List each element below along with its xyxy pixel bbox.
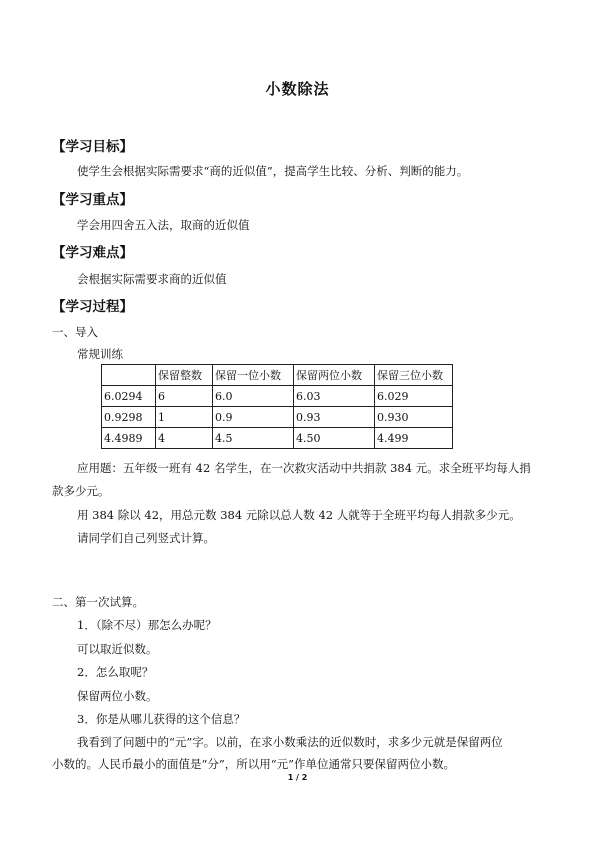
table-cell: 6.029: [375, 386, 453, 407]
answer-1: 可以取近似数。: [77, 642, 158, 656]
answer-3-line-1: 我看到了问题中的“元”字。以前，在求小数乘法的近似数时，求多少元就是保留两位: [77, 735, 503, 749]
part2-heading: 二、第一次试算。: [52, 595, 144, 609]
page-title: 小数除法: [265, 80, 330, 98]
table-cell: 0.9: [213, 407, 294, 428]
table-row: [102, 386, 453, 407]
table-cell: 4.5: [213, 428, 294, 449]
table-cell: 0.930: [375, 407, 453, 428]
table-cell: 6.0: [213, 386, 294, 407]
problem-line-1: 应用题：五年级一班有 42 名学生，在一次救灾活动中共捐款 384 元。求全班平均每人捐: [77, 461, 531, 475]
page-number: 1 / 2: [287, 773, 308, 782]
section-heading-process: 【学习过程】: [52, 299, 133, 315]
key-text: 学会用四舍五入法，取商的近似值: [77, 218, 250, 232]
table-cell: 4.50: [294, 428, 375, 449]
table-cell: 1: [156, 407, 213, 428]
answer-2: 保留两位小数。: [77, 689, 158, 703]
section-heading-goal: 【学习目标】: [52, 139, 133, 155]
table-header-cell: 保留三位小数: [375, 365, 453, 386]
table-header-cell: 保留一位小数: [213, 365, 294, 386]
table-header-cell: [102, 365, 156, 386]
explain-text: 用 384 除以 42，用总元数 384 元除以总人数 42 人就等于全班平均每人捐款多少元。: [77, 508, 521, 522]
table-cell: 0.93: [294, 407, 375, 428]
table-cell: 4: [156, 428, 213, 449]
table-cell: 4.499: [375, 428, 453, 449]
table-cell: 4.4989: [102, 428, 156, 449]
question-3: 3．你是从哪儿获得的这个信息？: [77, 712, 246, 726]
goal-text: 使学生会根据实际需要求“商的近似值”，提高学生比较、分析、判断的能力。: [77, 164, 469, 178]
table-header-row: [102, 365, 453, 386]
ask-text: 请同学们自己列竖式计算。: [77, 531, 215, 545]
table-cell: 6.03: [294, 386, 375, 407]
table-header-cell: 保留整数: [156, 365, 213, 386]
part1-heading: 一、导入: [52, 325, 98, 339]
question-1: 1．（除不尽）那怎么办呢？: [77, 618, 217, 632]
problem-line-2: 款多少元。: [52, 484, 110, 498]
table-row: [102, 428, 453, 449]
table-cell: 6: [156, 386, 213, 407]
difficulty-text: 会根据实际需要求商的近似值: [77, 272, 227, 286]
table-cell: 6.0294: [102, 386, 156, 407]
table-header-cell: 保留两位小数: [294, 365, 375, 386]
rounding-table: [101, 364, 453, 449]
table-row: [102, 407, 453, 428]
section-heading-key: 【学习重点】: [52, 192, 133, 208]
section-heading-difficulty: 【学习难点】: [52, 245, 133, 261]
answer-3-line-2: 小数的。人民币最小的面值是“分”，所以用“元”作单位通常只要保留两位小数。: [52, 757, 456, 771]
question-2: 2．怎么取呢？: [77, 665, 154, 679]
table-cell: 0.9298: [102, 407, 156, 428]
part1-subheading: 常规训练: [77, 347, 123, 361]
